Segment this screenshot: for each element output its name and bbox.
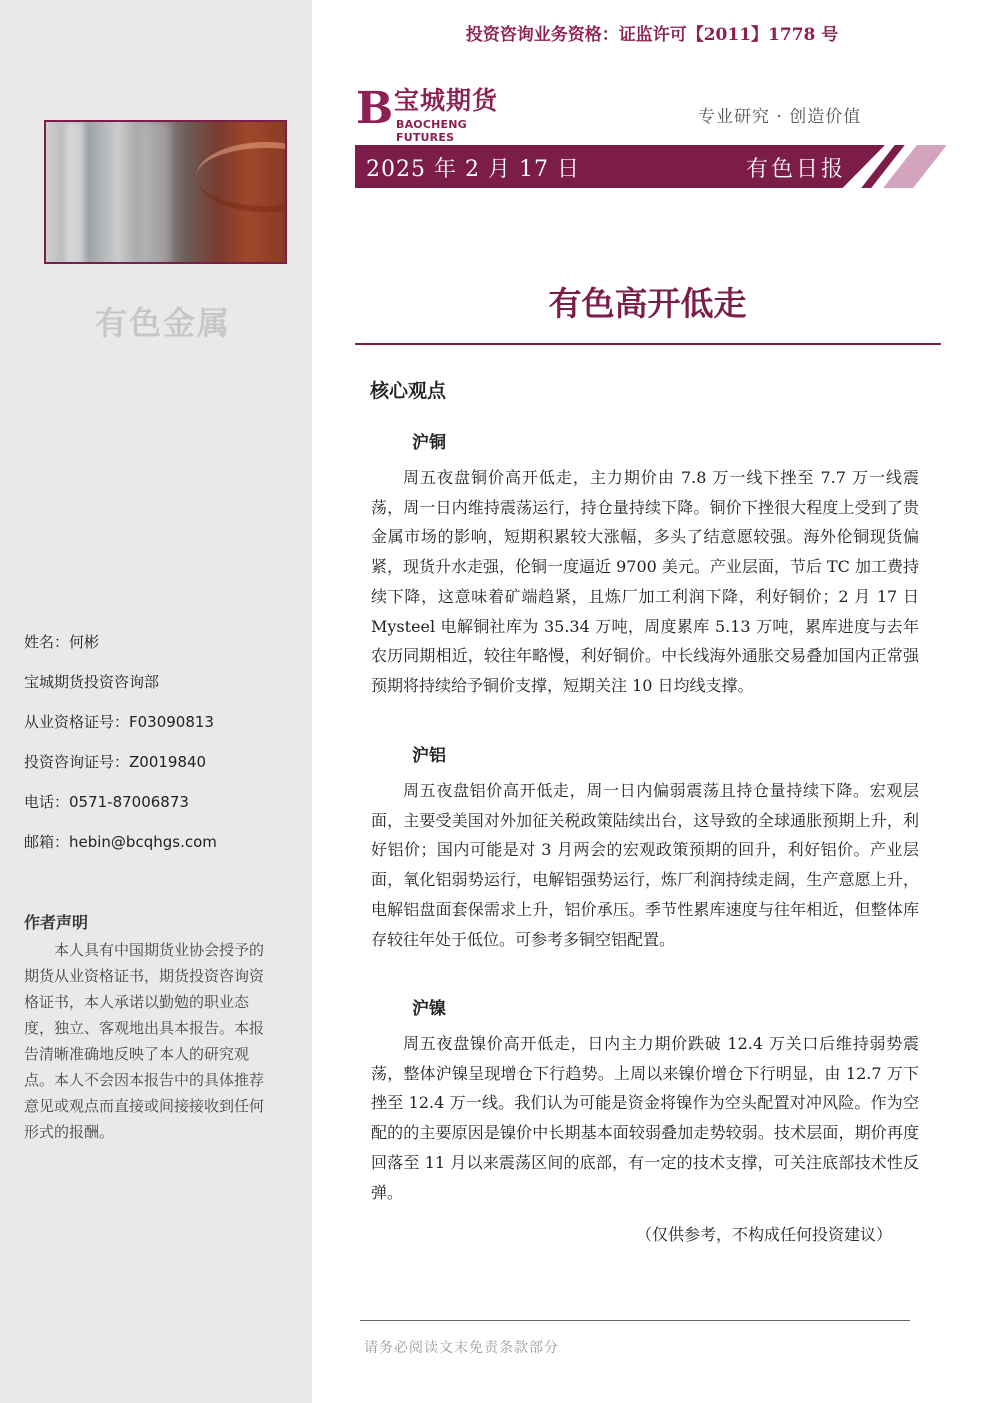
- footer-divider: [360, 1320, 910, 1321]
- core-view-heading: 核心观点: [370, 380, 447, 402]
- author-phone: 电话：0571-87006873: [24, 793, 189, 811]
- author-email: 邮箱：hebin@bcqhgs.com: [24, 833, 217, 851]
- section-heading-copper: 沪铜: [412, 433, 446, 453]
- cover-image: [44, 120, 287, 264]
- sector-title: 有色金属: [94, 304, 231, 342]
- section-heading-aluminum: 沪铝: [412, 746, 446, 766]
- image-highlight: [66, 122, 84, 264]
- page-title: 有色高开低走: [548, 284, 747, 323]
- image-highlight: [141, 122, 171, 264]
- author-info: [24, 630, 294, 870]
- left-sidebar: [0, 0, 312, 1403]
- author-consult-license: 投资咨询证号：Z0019840: [24, 753, 207, 771]
- author-department: 宝城期货投资咨询部: [24, 673, 160, 691]
- disclaimer-text: 本人具有中国期货业协会授予的期货从业资格证书，期货投资咨询资格证书，本人承诺以勤勉的职业态度，独立、客观地出具本报告。本报告清晰准确地反映了本人的研究观点。本人不会因本报告中的具体推荐意见或观点而直接或间接接收到任何形式的报酬。: [24, 941, 265, 1141]
- section-text-copper: 周五夜盘铜价高开低走，主力期价由 7.8 万一线下挫至 7.7 万一线震荡，周一日内维持震荡运行，持仓量持续下降。铜价下挫很大程度上受到了贵金属市场的影响，短期积累较大涨幅，多头了结意愿较强。海外伦铜现货偏紧，现货升水走强，伦铜一度逼近 9700 美元。产业层面，节后 TC 加工费持续下降，这意味着矿端趋紧，且炼厂加工利润下降，利好铜价；2 月 17 日Mysteel 电解铜社库为 35.34 万吨，周度累库 5.13 万吨，累库进度与去年农历同期相近，较往年略慢，利好铜价。中长线海外通胀交易叠加国内正常强预期将持续给予铜价支撑，短期关注 10 日均线支撑。: [371, 468, 919, 695]
- footer-text: 请务必阅读文末免责条款部分: [364, 1340, 559, 1356]
- disclaimer-note: （仅供参考，不构成任何投资建议）: [636, 1225, 893, 1244]
- disclaimer-title: 作者声明: [24, 913, 89, 932]
- license-line: 投资咨询业务资格：证监许可【2011】1778 号: [465, 25, 839, 45]
- section-text-aluminum: 周五夜盘铝价高开低走，周一日内偏弱震荡且持仓量持续下降。宏观层面，主要受美国对外加征关税政策陆续出台，这导致的全球通胀预期上升，利好铝价；国内可能是对 3 月两会的宏观政策预期的回升，利好铝价。产业层面，氧化铝弱势运行，电解铝强势运行，炼厂利润持续走阔，生产意愿上升，电解铝盘面套保需求上升，铝价承压。季节性累库速度与往年相近，但整体库存较往年处于低位。可参考多铜空铝配置。: [371, 781, 919, 949]
- slogan: 专业研究 · 创造价值: [698, 107, 862, 127]
- company-logo: [356, 83, 526, 144]
- report-date: 2025 年 2 月 17 日: [366, 157, 580, 182]
- title-divider: [355, 343, 941, 345]
- author-name: 姓名：何彬: [24, 633, 100, 651]
- logo-english-name: BAOCHENG FUTURES: [396, 118, 467, 144]
- logo-mark: B: [356, 83, 394, 134]
- copper-coil: [196, 142, 287, 212]
- section-heading-nickel: 沪镍: [412, 999, 446, 1019]
- author-qualification: 从业资格证号：F03090813: [24, 713, 214, 731]
- section-text-nickel: 周五夜盘镍价高开低走，日内主力期价跌破 12.4 万关口后维持弱势震荡，整体沪镍呈现增仓下行趋势。上周以来镍价增仓下行明显，由 12.7 万下挫至 12.4 万一线。我们认为可能是资金将镍作为空头配置对冲风险。作为空配的的主要原因是镍价中长期基本面较弱叠加走势较弱。技术层面，期价再度回落至 11 月以来震荡区间的底部，有一定的技术支撑，可关注底部技术性反弹。: [371, 1034, 919, 1202]
- report-type: 有色日报: [746, 157, 847, 182]
- logo-chinese-name: 宝城期货: [394, 86, 499, 115]
